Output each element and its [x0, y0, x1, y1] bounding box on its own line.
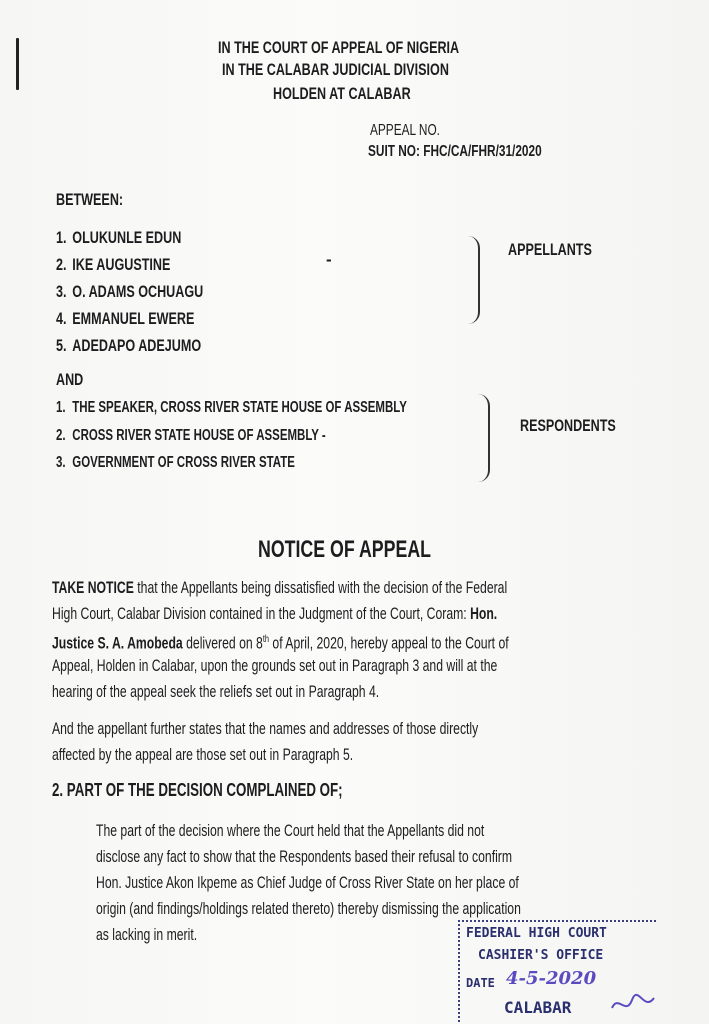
between-label: BETWEEN:: [56, 190, 124, 209]
section-2-line: origin (and findings/holdings related thereto) thereby dismissing the application: [96, 900, 521, 918]
appeal-no-label: APPEAL NO.: [370, 122, 440, 139]
section-2-line: disclose any fact to show that the Respondents based their refusal to confirm: [96, 848, 513, 866]
respondent-item: 3. GOVERNMENT OF CROSS RIVER STATE: [56, 454, 295, 471]
signature-scribble: [608, 990, 658, 1018]
stamp-city: CALABAR: [504, 998, 572, 1017]
and-label: AND: [56, 370, 84, 389]
suit-number: SUIT NO: FHC/CA/FHR/31/2020: [368, 143, 542, 160]
notice-line: Appeal, Holden in Calabar, upon the grounds set out in Paragraph 3 and will at the: [52, 657, 498, 675]
respondents-brace: [478, 394, 490, 482]
further-line: affected by the appeal are those set out in Paragraph 5.: [52, 746, 354, 764]
appellant-item: 4. EMMANUEL EWERE: [56, 309, 195, 328]
stamp-line2: CASHIER'S OFFICE: [478, 948, 604, 963]
court-title-line3: HOLDEN AT CALABAR: [273, 84, 411, 103]
appellant-item: 2. IKE AUGUSTINE: [56, 255, 171, 274]
court-title-line1: IN THE COURT OF APPEAL OF NIGERIA: [218, 38, 460, 57]
respondent-item: 1. THE SPEAKER, CROSS RIVER STATE HOUSE OF ASSEMBLY: [56, 399, 407, 416]
margin-mark: [16, 38, 19, 90]
section-2-line: The part of the decision where the Court held that the Appellants did not: [96, 822, 485, 840]
appellants-label: APPELLANTS: [508, 240, 592, 259]
further-line: And the appellant further states that the names and addresses of those directly: [52, 720, 479, 738]
section-2-line: Hon. Justice Akon Ikpeme as Chief Judge of Cross River State on her place of: [96, 874, 519, 892]
stamp-date-value: 4-5-2020: [506, 968, 597, 989]
court-title-line2: IN THE CALABAR JUDICIAL DIVISION: [222, 60, 449, 79]
stamp-date-label: DATE: [466, 976, 495, 990]
respondent-item: 2. CROSS RIVER STATE HOUSE OF ASSEMBLY -: [56, 427, 326, 444]
notice-line: hearing of the appeal seek the reliefs set out in Paragraph 4.: [52, 683, 380, 701]
notice-line: Justice S. A. Amobeda delivered on 8th of April, 2020, hereby appeal to the Court of: [52, 634, 509, 653]
section-2-heading: 2. PART OF THE DECISION COMPLAINED OF;: [52, 780, 343, 800]
notice-line: High Court, Calabar Division contained in the Judgment of the Court, Coram: Hon.: [52, 605, 498, 623]
appellant-item: 5. ADEDAPO ADEJUMO: [56, 336, 202, 355]
appellants-dash: -: [326, 250, 332, 269]
appellants-brace: [468, 236, 480, 324]
document-title: NOTICE OF APPEAL: [258, 536, 432, 563]
stamp-line1: FEDERAL HIGH COURT: [466, 926, 607, 941]
respondents-label: RESPONDENTS: [520, 416, 616, 435]
notice-line: TAKE NOTICE that the Appellants being dissatisfied with the decision of the Federal: [52, 579, 508, 597]
appellant-item: 1. OLUKUNLE EDUN: [56, 228, 182, 247]
section-2-line: as lacking in merit.: [96, 926, 198, 944]
appellant-item: 3. O. ADAMS OCHUAGU: [56, 282, 204, 301]
cashier-stamp: [458, 918, 658, 1018]
